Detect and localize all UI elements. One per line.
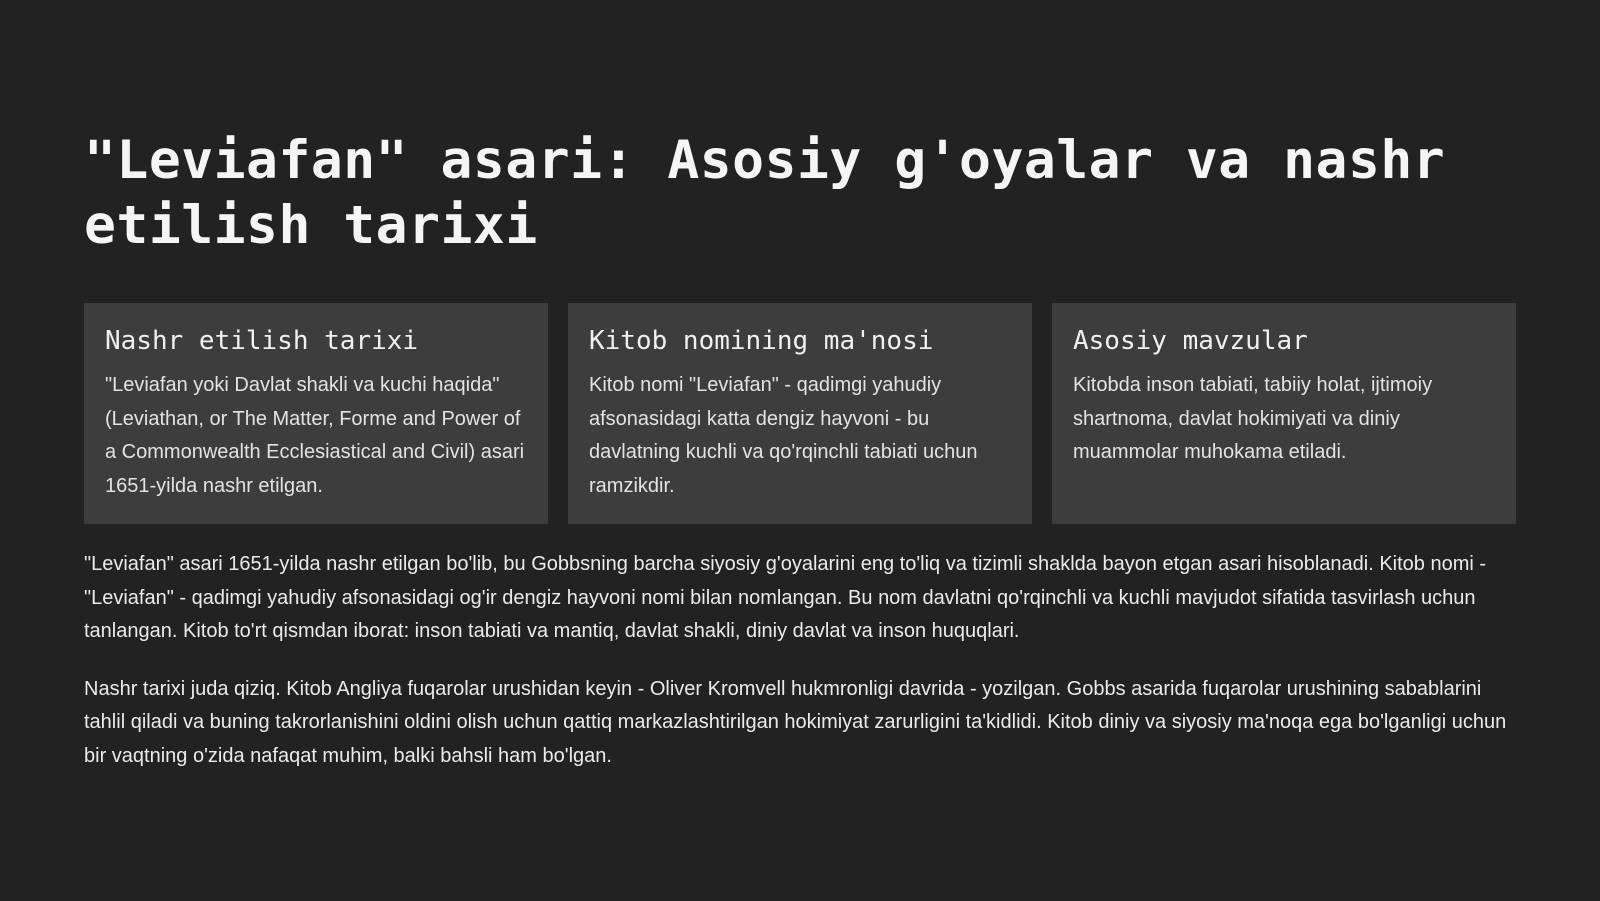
card-body: Kitob nomi "Leviafan" - qadimgi yahudiy afsonasidagi katta dengiz hayvoni - bu davlatning kuchli va qo'rqinchli tabiati uchun ramzikdir. (589, 374, 978, 497)
card-title: Asosiy mavzular (1073, 326, 1308, 356)
card-title-meaning (568, 303, 1032, 524)
page-title: "Leviafan" asari: Asosiy g'oyalar va nashr etilish tarixi (84, 130, 1446, 256)
body-text (84, 548, 1516, 797)
cards-row (84, 303, 1516, 524)
card-title: Nashr etilish tarixi (105, 326, 419, 356)
paragraph: Nashr tarixi juda qiziq. Kitob Angliya fuqarolar urushidan keyin - Oliver Kromvell hukmronligi davrida - yozilgan. Gobbs asarida fuqarolar urushining sabablarini tahlil qiladi va buning takrorlanishini oldini olish uchun qattiq markazlashtirilgan hokimiyat zarurligini ta'kidlidi. Kitob diniy va siyosiy ma'noqa ega bo'lganligi uchun bir vaqtning o'zida nafaqat muhim, balki bahsli ham bo'lgan. (84, 677, 1507, 767)
card-body: "Leviafan yoki Davlat shakli va kuchi haqida" (Leviathan, or The Matter, Forme and Power of a Commonwealth Ecclesiastical and Civil) asari 1651-yilda nashr etilgan. (105, 374, 525, 497)
paragraph: "Leviafan" asari 1651-yilda nashr etilgan bo'lib, bu Gobbsning barcha siyosiy g'oyalarini eng to'liq va tizimli shaklda bayon etgan asari hisoblanadi. Kitob nomi - "Leviafan" - qadimgi yahudiy afsonasidagi og'ir dengiz hayvoni nomi bilan nomlangan. Bu nom davlatni qo'rqinchli va kuchli mavjudot sifatida tasvirlash uchun tanlangan. Kitob to'rt qismdan iborat: inson tabiati va mantiq, davlat shakli, diniy davlat va inson huquqlari. (84, 553, 1487, 642)
card-publication-history (84, 303, 548, 524)
card-main-themes (1052, 303, 1516, 524)
card-title: Kitob nomining ma'nosi (589, 326, 934, 356)
slide (84, 128, 1516, 767)
card-body: Kitobda inson tabiati, tabiiy holat, ijtimoiy shartnoma, davlat hokimiyati va diniy muammolar muhokama etiladi. (1073, 374, 1433, 463)
